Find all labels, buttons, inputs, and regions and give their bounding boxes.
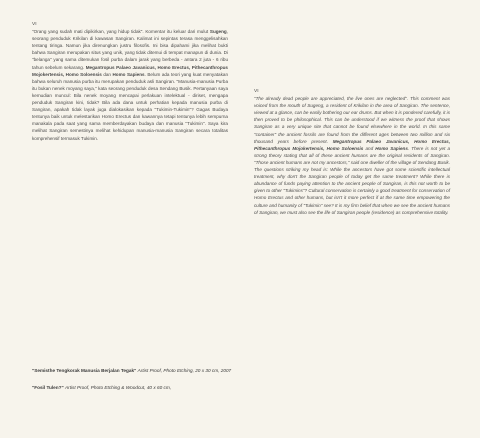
section-number: VI (254, 89, 259, 94)
text-run: . Belum ada teori yang kuat menyatakan bahwa seluruh manusia purba itu merupakan penduduk asli Sangiran. "Manusia-manusia Purba itu bukan nenek moyang saya," kata seorang penduduk desa Sendang Busik. Pertanyaan saya kemudian muncul: Bila nenek moyang mencapai perlakuan intelektual - diriset, mengapa penduduk Sangiran kini, tidak? Bila ada dana untuk perhatian kepada manusia purba di Sangiran, apakah tidak layak juga dialokasikan kepada "Tukimin-Tukimin"? Gagas Budaya tentunya baik untuk melestarikan (32, 71, 228, 120)
indonesian-text-column (32, 21, 228, 142)
artwork-info: Artist Proof, Photo Etching & Woodcut, 40 x 60 cm, (65, 384, 172, 390)
text-run: . There is not yet a strong theory stating that all of these ancient humans are the original residents of Sangiran. "Those ancient humans are not my ancestors," said one dweller of the village of Sendang Busik. The questions striking my head is: While the ancestors have got some scientific intellectual treatment, why don't the Sangiran people of today get the same treatment? While there is abundance of funds paying attention to the ancient people of Sangiran, is this not worth to be given to other "Tukimins"? Cultural conservation is certainly a good treatment for conservation of Homo Erectus and other humans, but isn't it more perfect if at the same time empowering the culture and humanity of "Tukimin" see? It is my firm belief that when we see the ancient humans of Sangiran, we must also see the life of Sangiran people (residence) as comprehensive totality. (254, 145, 450, 215)
artwork-title: "Fosil Tulen?" (32, 384, 64, 390)
caption (32, 385, 332, 392)
section-number: VI (32, 22, 37, 27)
bold-text-run: Homo Sapiens (112, 71, 145, 77)
body-paragraph (254, 95, 450, 216)
artwork-captions (32, 368, 332, 401)
bold-text-run: Megantropus Palaeo Javanicus, Homo Erectus, Pithecanthropus Mojokertensis, Homo Soloensis (254, 138, 450, 151)
body-paragraph (32, 28, 228, 142)
text-run: Homo Erectus (101, 114, 132, 120)
artwork-info: Artist Proof, Photo Etching, 20 x 30 cm, 2007 (137, 368, 232, 373)
artwork-title: "Semisthe Tengkorak Manusia Berjalan Tegak" (32, 368, 137, 373)
text-run: "Orang yang sudah mati dipikirkan, yang hidup tidak". Komentar itu keluar dari mulut (32, 29, 210, 35)
text-run: , seorang penduduk Krikilan di kawasan Sangiran. Kalimat ini sepintas terasa menggelisahkan tentang tiringa. Namun jika direnungkan justru filosofis. Ini bisa dipahami jika melihat bukti bahwa Sangiran merupakan situs yang unik, yang tidak ditemui di tempat manapun di dunia. Di "belanga" yang sama ditemukan fosil purba dalam jarak yang berbeda - antara 2 juta - 6 ribu tahun sebelum sekarang. (32, 29, 228, 70)
text-run: dan (101, 71, 113, 77)
bold-text-run: Megantropus Palaeo Javanicus, Homo Erectus, Pithecanthropus Mojokertensis, Homo Soloensis (32, 64, 228, 77)
text-run: dan kawannya tetapi tentunya lebih sempurna manakala pada saat yang sama memberdayakan budaya dan manusia "Tukimin". Saya kira melihat Sangiran semestinya melihat kehidupan manusia-manusia Sangiran secara totalitas komprehensif termasuk Tukimin. (32, 114, 228, 141)
bold-text-run: Sugeng (209, 29, 227, 35)
text-run: and (363, 145, 376, 151)
text-run: "The already dead people are appreciated, the live ones are neglected". This comment was voiced from the mouth of Sugeng, a resident of Krikilan in the area of Sangiran. The sentence, viewed at a glance, can be easily bothering our ear drums. But when it is pondered carefully, it is then proved to be philosophical. This can be understood if we witness the proof that shows Sangiran as a very unique site that cannot be found elsewhere in the world. In this same "container" the ancient fossils are found from the different ages between two million and six thousand years before present. (254, 96, 450, 144)
bold-text-run: Homo Sapiens (375, 145, 408, 151)
english-text-column (254, 88, 450, 216)
caption (32, 368, 332, 375)
